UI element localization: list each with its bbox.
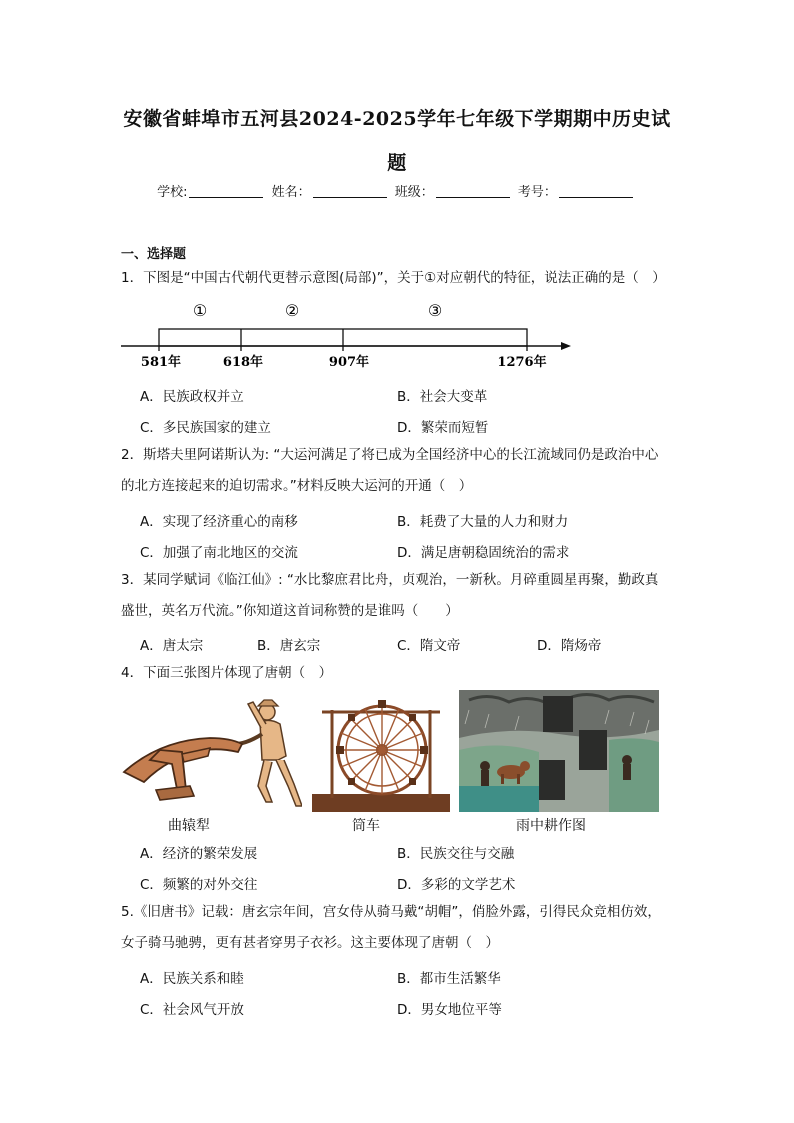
student-info-row (0, 181, 794, 200)
q1-option-c[interactable]: C．多民族国家的建立 (140, 420, 271, 436)
q1-option-b[interactable]: B．社会大变革 (397, 389, 488, 405)
q5-option-a[interactable]: A．民族关系和睦 (140, 971, 244, 987)
number-blank[interactable] (559, 197, 633, 198)
school-label: 学校: (157, 185, 188, 200)
q2-option-c[interactable]: C．加强了南北地区的交流 (140, 545, 298, 561)
q2-option-b[interactable]: B．耗费了大量的人力和财力 (397, 514, 569, 530)
name-label: 姓名： (271, 185, 311, 200)
timeline-marker-1: ① (192, 301, 208, 320)
question-1-stem: 1．下图是“中国古代朝代更替示意图(局部)”，关于①对应朝代的特征，说法正确的是（ ） (121, 270, 666, 286)
timeline-marker-2: ② (284, 301, 300, 320)
timeline-year-581: 581年 (140, 355, 182, 370)
q3-option-a[interactable]: A．唐太宗 (140, 638, 204, 654)
question-4-stem: 4．下面三张图片体现了唐朝（ ） (121, 665, 333, 681)
q4-option-d[interactable]: D．多彩的文学艺术 (397, 877, 516, 893)
q4-option-b[interactable]: B．民族交往与交融 (397, 846, 515, 862)
curved-plough-image (120, 690, 302, 812)
section-heading: 一、选择题 (121, 247, 187, 262)
q1-option-d[interactable]: D．繁荣而短暂 (397, 420, 489, 436)
q4-option-a[interactable]: A．经济的繁荣发展 (140, 846, 258, 862)
farming-in-rain-mural-image (459, 690, 659, 812)
q5-option-b[interactable]: B．都市生活繁华 (397, 971, 501, 987)
name-blank[interactable] (313, 197, 387, 198)
q3-option-b[interactable]: B．唐玄宗 (257, 638, 321, 654)
class-blank[interactable] (436, 197, 510, 198)
page-title-continued: 题 (387, 152, 407, 174)
question-3-stem-line2: 盛世，英名万代流。”你知道这首词称赞的是谁吗（ ） (121, 603, 459, 619)
question-3-stem-line1: 3．某同学赋词《临江仙》: “水比黎庶君比舟，贞观治，一新秋。月碎重圆星再聚，勤政真 (121, 572, 659, 588)
q3-option-d[interactable]: D．隋炀帝 (537, 638, 602, 654)
dynasty-timeline (121, 298, 571, 378)
timeline-marker-3: ③ (427, 301, 443, 320)
q3-option-c[interactable]: C．隋文帝 (397, 638, 461, 654)
school-blank[interactable] (189, 197, 263, 198)
q2-option-a[interactable]: A．实现了经济重心的南移 (140, 514, 298, 530)
caption-curved-plough: 曲辕犁 (168, 818, 210, 834)
question-2-stem-line2: 的北方连接起来的迫切需求。”材料反映大运河的开通（ ） (121, 478, 473, 494)
q1-option-a[interactable]: A．民族政权并立 (140, 389, 244, 405)
caption-water-wheel: 筒车 (352, 818, 380, 834)
timeline-year-907: 907年 (328, 355, 370, 370)
q5-option-d[interactable]: D．男女地位平等 (397, 1002, 502, 1018)
caption-farming-in-rain: 雨中耕作图 (516, 818, 586, 834)
question-5-stem-line1: 5.《旧唐书》记载：唐玄宗年间，宫女侍从骑马戴“胡帽”，俏脸外露，引得民众竞相仿效， (121, 904, 661, 920)
q4-option-c[interactable]: C．频繁的对外交往 (140, 877, 258, 893)
water-wheel-image (312, 690, 450, 812)
number-label: 考号： (517, 185, 557, 200)
page-title: 安徽省蚌埠市五河县2024-2025学年七年级下学期期中历史试 (123, 108, 671, 130)
question-2-stem-line1: 2．斯塔夫里阿诺斯认为: “大运河满足了将已成为全国经济中心的长江流域同仍是政治中心 (121, 447, 659, 463)
q5-option-c[interactable]: C．社会风气开放 (140, 1002, 244, 1018)
question-5-stem-line2: 女子骑马驰骋，更有甚者穿男子衣衫。这主要体现了唐朝（ ） (121, 935, 499, 951)
timeline-year-618: 618年 (222, 355, 264, 370)
timeline-year-1276: 1276年 (497, 355, 547, 370)
class-label: 班级： (394, 185, 434, 200)
q2-option-d[interactable]: D．满足唐朝稳固统治的需求 (397, 545, 570, 561)
